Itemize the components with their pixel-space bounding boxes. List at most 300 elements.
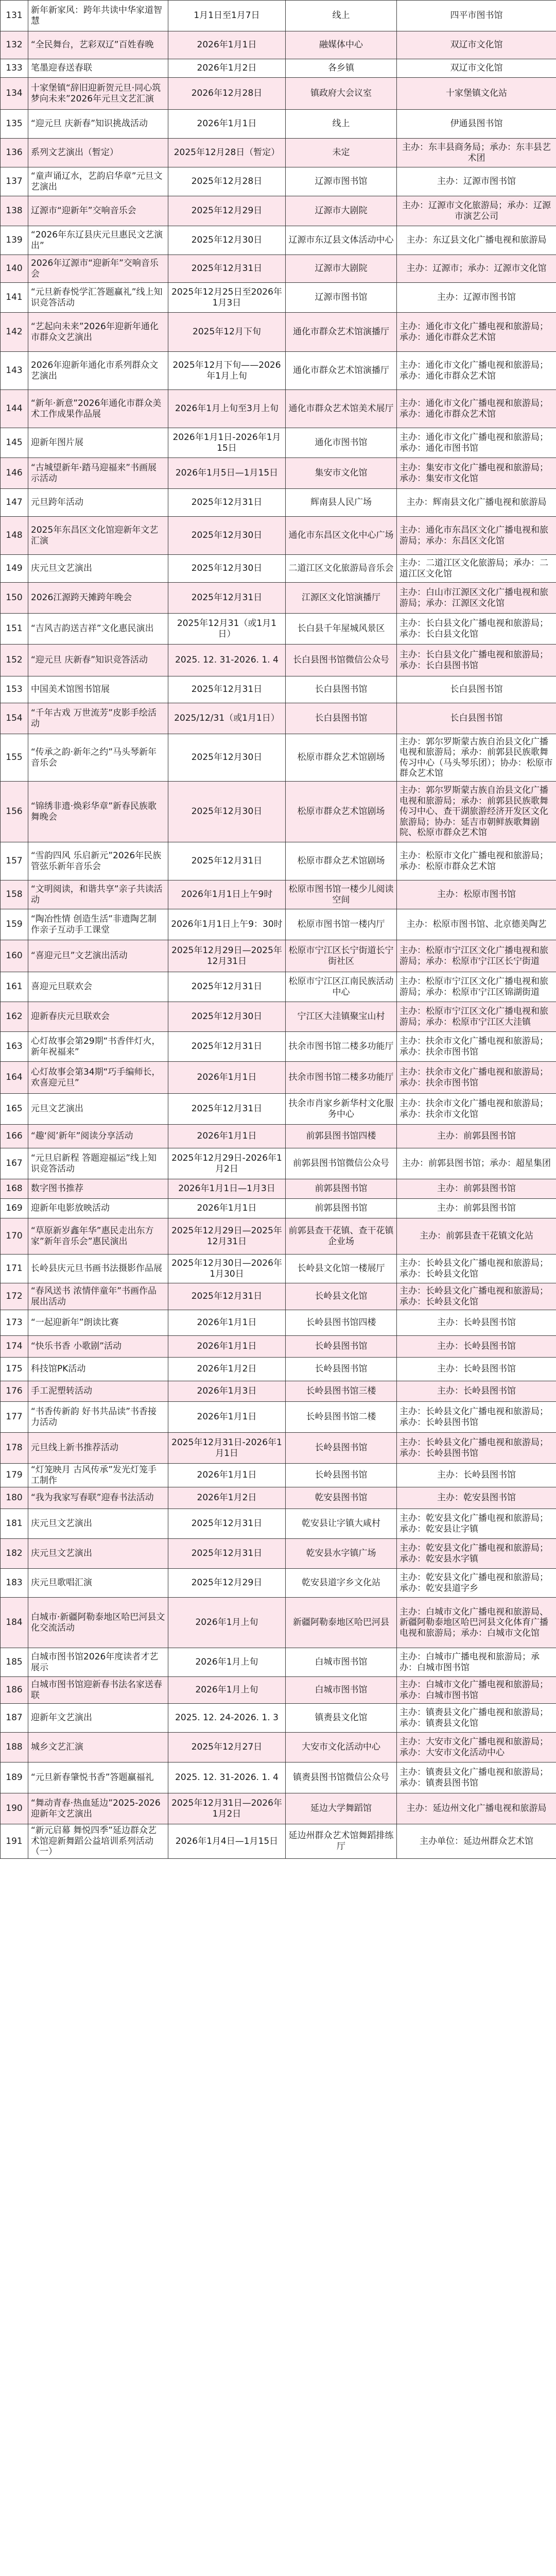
event-name: 2025年东昌区文化馆迎新年文艺汇演	[28, 517, 168, 555]
event-venue: 通化市群众艺术馆演播厅	[286, 352, 397, 390]
table-row	[1, 1062, 556, 1094]
event-date: 2025年12月29日	[168, 1569, 286, 1598]
event-venue: 前郭县查干花镇、查干花镇企业场	[286, 1218, 397, 1255]
event-date: 2025年12月25日至2026年1月3日	[168, 283, 286, 313]
event-venue: 宁江区大洼镇聚宝山村	[286, 1002, 397, 1032]
event-date: 2025年12月下旬——2026年1月上旬	[168, 352, 286, 390]
event-organizer: 主办：松原市宁江区文化广播电视和旅游局；承办：松原市宁江区锦湖街道	[397, 972, 556, 1002]
table-row	[1, 583, 556, 614]
table-row	[1, 1336, 556, 1358]
table-row	[1, 1179, 556, 1199]
event-venue: 镇赉县图书馆微信公众号	[286, 1762, 397, 1793]
row-number: 133	[1, 59, 28, 78]
event-venue: 延边州群众艺术馆舞蹈排练厅	[286, 1824, 397, 1859]
table-row	[1, 352, 556, 390]
event-organizer: 主办：长岭县文化广播电视和旅游局；承办：长岭县图书馆	[397, 1433, 556, 1464]
event-date: 2026年1月2日	[168, 59, 286, 78]
event-organizer: 主办：东辽县文化广播电视和旅游局	[397, 226, 556, 255]
event-date: 2025年12月30日	[168, 1002, 286, 1032]
event-name: “古城望新年·踏马迎福来”书画展示活动	[28, 458, 168, 489]
event-date: 2026年12月28日	[168, 78, 286, 110]
row-number: 174	[1, 1336, 28, 1358]
event-organizer: 主办：镇赉县文化广播电视和旅游局；承办：镇赉县文化馆	[397, 1704, 556, 1733]
event-name: 白城市图书馆2026年度读者才艺展示	[28, 1648, 168, 1677]
event-date: 2026年1月1日上午9时	[168, 880, 286, 909]
row-number: 161	[1, 972, 28, 1002]
event-name: “我为我家写春联”迎春书法活动	[28, 1487, 168, 1509]
event-name: 庆元旦文艺演出	[28, 555, 168, 583]
table-row	[1, 59, 556, 78]
event-venue: 镇赉县文化馆	[286, 1704, 397, 1733]
event-organizer: 主办：辽源市文化旅游局；承办：辽源市演艺公司	[397, 196, 556, 226]
event-date: 2025年12月29日	[168, 196, 286, 226]
event-name: “书香传新韵 好书共品读”书香接力活动	[28, 1402, 168, 1433]
event-date: 2026年1月上旬至3月上旬	[168, 390, 286, 428]
event-organizer: 主办：长岭县文化广播电视和旅游局；承办：长岭县图书馆	[397, 1402, 556, 1433]
event-name: 庆元旦文艺演出	[28, 1509, 168, 1539]
event-organizer: 主办：长岭县图书馆	[397, 1336, 556, 1358]
table-row	[1, 517, 556, 555]
row-number: 135	[1, 110, 28, 139]
row-number: 187	[1, 1704, 28, 1733]
table-row	[1, 1283, 556, 1310]
row-number: 139	[1, 226, 28, 255]
event-date: 2025. 12. 31-2026. 1. 4	[168, 645, 286, 676]
event-venue: 松原市图书馆一楼少儿阅读空间	[286, 880, 397, 909]
row-number: 160	[1, 940, 28, 972]
event-venue: 未定	[286, 139, 397, 167]
event-organizer: 主办：松原市图书馆	[397, 880, 556, 909]
event-name: “新年·新意”2026年通化市群众美术工作成果作品展	[28, 390, 168, 428]
table-row	[1, 1433, 556, 1464]
event-organizer: 主办：白城市文化广播电视和旅游局、新疆阿勒泰地区哈巴河县文化体育广播电视和旅游局；承办：白城市文化馆	[397, 1598, 556, 1648]
row-number: 157	[1, 842, 28, 880]
row-number: 150	[1, 583, 28, 614]
table-row	[1, 1358, 556, 1381]
event-organizer: 主办：前郭县图书馆	[397, 1179, 556, 1199]
event-name: “灯笼映月 古风传承”发光灯笼手工制作	[28, 1464, 168, 1487]
event-organizer: 主办：东丰县商务局；承办：东丰县艺术团	[397, 139, 556, 167]
table-row	[1, 645, 556, 676]
event-venue: 白城市图书馆	[286, 1648, 397, 1677]
table-row	[1, 110, 556, 139]
event-name: 笔墨迎春送春联	[28, 59, 168, 78]
event-organizer: 主办：二道江区文化旅游局；承办：二道江区文化馆	[397, 555, 556, 583]
event-date: 2026年1月5日—1月15日	[168, 458, 286, 489]
event-name: 新年新家风：跨年共读中华家道智慧	[28, 1, 168, 31]
event-name: “快乐书香 小歌剧”活动	[28, 1336, 168, 1358]
table-row	[1, 676, 556, 703]
table-row	[1, 1539, 556, 1569]
row-number: 163	[1, 1032, 28, 1062]
event-venue: 前郭县图书馆微信公众号	[286, 1148, 397, 1179]
event-organizer: 主办：松原市图书馆、北京德美陶艺	[397, 909, 556, 940]
event-organizer: 主办：郭尔罗斯蒙古族自治县文化广播电视和旅游局；承办：前郭县民族歌舞传习中心（马头琴乐团）；协办：松原市群众艺术馆	[397, 734, 556, 782]
event-venue: 各乡镇	[286, 59, 397, 78]
event-venue: 前郭县图书馆	[286, 1179, 397, 1199]
event-date: 2026年1月1日上午9：30时	[168, 909, 286, 940]
event-venue: 白城市图书馆	[286, 1677, 397, 1704]
event-name: 数字图书推荐	[28, 1179, 168, 1199]
event-organizer: 主办：集安市文化广播电视和旅游局；承办：集安市文化馆	[397, 458, 556, 489]
table-row	[1, 880, 556, 909]
event-name: “千年古戏 万世流芳”皮影手绘活动	[28, 703, 168, 734]
table-row	[1, 1677, 556, 1704]
table-row	[1, 390, 556, 428]
event-name: 心灯故事会第34期“巧手编师长，欢喜迎元旦”	[28, 1062, 168, 1094]
row-number: 146	[1, 458, 28, 489]
event-organizer: 主办单位：延边州群众艺术馆	[397, 1824, 556, 1859]
table-row	[1, 1218, 556, 1255]
event-venue: 辉南县人民广场	[286, 489, 397, 517]
row-number: 140	[1, 255, 28, 283]
event-venue: 辽源市图书馆	[286, 283, 397, 313]
row-number: 171	[1, 1255, 28, 1283]
event-name: “童声诵辽水，艺韵启华章”元旦文艺演出	[28, 167, 168, 196]
event-organizer: 主办：通化市东昌区文化广播电视和旅游局；承办：东昌区文化馆	[397, 517, 556, 555]
table-row	[1, 1509, 556, 1539]
event-name: “全民舞台，艺彩双辽”百姓春晚	[28, 31, 168, 59]
event-venue: 乾安县道字乡文化站	[286, 1569, 397, 1598]
event-venue: 扶余市肖家乡新华村文化服务中心	[286, 1094, 397, 1125]
event-venue: 松原市群众艺术馆剧场	[286, 782, 397, 842]
event-name: “新元启幕 舞悦四季”延边群众艺术馆迎新舞蹈公益培训系列活动（一）	[28, 1824, 168, 1859]
event-name: “2026年东辽县庆元旦惠民文艺演出”	[28, 226, 168, 255]
event-name: “迎元旦 庆新春”知识竞答活动	[28, 645, 168, 676]
event-organizer: 主办：长白县文化广播电视和旅游局；承办：长白县文化馆	[397, 614, 556, 645]
event-organizer: 主办：松原市文化广播电视和旅游局；承办：松原市群众艺术馆	[397, 842, 556, 880]
event-venue: 乾安县图书馆	[286, 1487, 397, 1509]
table-row	[1, 703, 556, 734]
table-row	[1, 909, 556, 940]
event-organizer: 主办：扶余市文化广播电视和旅游局；承办：扶余市图书馆	[397, 1032, 556, 1062]
event-date: 2025/12/31（或1月1日）	[168, 703, 286, 734]
table-row	[1, 1148, 556, 1179]
row-number: 175	[1, 1358, 28, 1381]
event-organizer: 主办：通化市文化广播电视和旅游局；承办：通化市群众艺术馆	[397, 390, 556, 428]
event-venue: 长白县图书馆微信公众号	[286, 645, 397, 676]
row-number: 164	[1, 1062, 28, 1094]
event-date: 2026年1月1日	[168, 110, 286, 139]
event-venue: 乾安县水字镇广场	[286, 1539, 397, 1569]
table-row	[1, 428, 556, 458]
event-venue: 乾安县让字镇大咸村	[286, 1509, 397, 1539]
row-number: 156	[1, 782, 28, 842]
row-number: 159	[1, 909, 28, 940]
event-name: 手工泥塑转活动	[28, 1381, 168, 1402]
event-venue: 通化市群众艺术馆演播厅	[286, 313, 397, 352]
event-name: 喜迎元旦联欢会	[28, 972, 168, 1002]
event-venue: 松原市群众艺术馆剧场	[286, 842, 397, 880]
event-date: 2025年12月30日	[168, 782, 286, 842]
event-organizer: 长白县图书馆	[397, 703, 556, 734]
table-row	[1, 1, 556, 31]
table-row	[1, 1733, 556, 1762]
event-date: 2025年12月31日	[168, 676, 286, 703]
event-name: “锦绣非遗·焕彩华章”新春民族歌舞晚会	[28, 782, 168, 842]
event-venue: 镇政府大会议室	[286, 78, 397, 110]
event-venue: 通化市群众艺术馆美术展厅	[286, 390, 397, 428]
row-number: 132	[1, 31, 28, 59]
event-date: 2025年12月31（或1月1日）	[168, 614, 286, 645]
event-organizer: 主办：长岭县图书馆	[397, 1464, 556, 1487]
table-row	[1, 555, 556, 583]
event-date: 1月1日至1月7日	[168, 1, 286, 31]
row-number: 176	[1, 1381, 28, 1402]
event-name: “文明阅读，和谐共享”亲子共读活动	[28, 880, 168, 909]
event-organizer: 主办：长白县文化广播电视和旅游局；承办：长白县图书馆	[397, 645, 556, 676]
event-name: 2026年辽源市“迎新年”交响音乐会	[28, 255, 168, 283]
event-venue: 长白县图书馆	[286, 703, 397, 734]
table-row	[1, 1824, 556, 1859]
row-number: 186	[1, 1677, 28, 1704]
row-number: 167	[1, 1148, 28, 1179]
event-name: 白城市·新疆阿勒泰地区哈巴河县文化交流活动	[28, 1598, 168, 1648]
row-number: 137	[1, 167, 28, 196]
row-number: 154	[1, 703, 28, 734]
event-date: 2025年12月31日—2026年1月2日	[168, 1793, 286, 1824]
event-date: 2025年12月29日—2025年12月31日	[168, 940, 286, 972]
event-date: 2025年12月31日	[168, 1539, 286, 1569]
event-venue: 扶余市图书馆二楼多功能厅	[286, 1032, 397, 1062]
event-venue: 长岭县图书馆三楼	[286, 1381, 397, 1402]
event-organizer: 主办：乾安县文化广播电视和旅游局；承办：乾安县道字乡	[397, 1569, 556, 1598]
event-date: 2025年12月30日	[168, 226, 286, 255]
event-date: 2026年1月上旬	[168, 1677, 286, 1704]
event-name: 2026年迎新年通化市系列群众文艺演出	[28, 352, 168, 390]
row-number: 177	[1, 1402, 28, 1433]
event-venue: 长岭县图书馆	[286, 1358, 397, 1381]
event-organizer: 主办：通化市文化广播电视和旅游局；承办：通化市群众艺术馆	[397, 313, 556, 352]
event-organizer: 主办：长岭县文化广播电视和旅游局；承办：长岭县文化馆	[397, 1255, 556, 1283]
event-organizer: 主办：松原市宁江区文化广播电视和旅游局；承办：松原市宁江区长宁街道	[397, 940, 556, 972]
table-row	[1, 167, 556, 196]
row-number: 182	[1, 1539, 28, 1569]
event-venue: 通化市图书馆	[286, 428, 397, 458]
event-organizer: 主办：通化市文化广播电视和旅游局；承办：通化市图书馆	[397, 428, 556, 458]
row-number: 190	[1, 1793, 28, 1824]
event-organizer: 主办：松原市宁江区文化广播电视和旅游局；承办：松原市宁江区大洼镇	[397, 1002, 556, 1032]
table-row	[1, 1487, 556, 1509]
table-row	[1, 1648, 556, 1677]
event-organizer: 主办：白城市文化广播电视和旅游局；承办：白城市图书馆	[397, 1677, 556, 1704]
row-number: 180	[1, 1487, 28, 1509]
event-name: 迎新年电影放映活动	[28, 1199, 168, 1218]
event-venue: 松原市宁江区长宁街道长宁街社区	[286, 940, 397, 972]
event-name: 迎新春庆元旦联欢会	[28, 1002, 168, 1032]
event-organizer: 主办：前郭县图书馆	[397, 1199, 556, 1218]
row-number: 151	[1, 614, 28, 645]
event-table-body	[1, 1, 556, 1859]
event-organizer: 双辽市文化馆	[397, 31, 556, 59]
event-name: 迎新年文艺演出	[28, 1704, 168, 1733]
event-name: 长岭县庆元旦书画书法摄影作品展	[28, 1255, 168, 1283]
event-venue: 长岭县图书馆	[286, 1433, 397, 1464]
event-venue: 长白县千年屋城风景区	[286, 614, 397, 645]
event-name: 心灯故事会第29期“书香伴灯火，新年祝福来”	[28, 1032, 168, 1062]
event-venue: 辽源市图书馆	[286, 167, 397, 196]
event-organizer: 主办：乾安县文化广播电视和旅游局；承办：乾安县让字镇	[397, 1509, 556, 1539]
table-row	[1, 196, 556, 226]
event-date: 2026年1月1日	[168, 1199, 286, 1218]
row-number: 179	[1, 1464, 28, 1487]
row-number: 191	[1, 1824, 28, 1859]
row-number: 142	[1, 313, 28, 352]
event-venue: 新疆阿勒泰地区哈巴河县	[286, 1598, 397, 1648]
event-venue: 延边大学舞蹈馆	[286, 1793, 397, 1824]
event-name: 元旦跨年活动	[28, 489, 168, 517]
event-organizer: 主办：乾安县图书馆	[397, 1487, 556, 1509]
row-number: 172	[1, 1283, 28, 1310]
event-date: 2025年12月下旬	[168, 313, 286, 352]
event-venue: 长岭县图书馆二楼	[286, 1402, 397, 1433]
table-row	[1, 255, 556, 283]
event-date: 2026年1月1日	[168, 1125, 286, 1148]
row-number: 184	[1, 1598, 28, 1648]
row-number: 152	[1, 645, 28, 676]
event-date: 2026年1月1日-2026年1月15日	[168, 428, 286, 458]
event-date: 2025年12月31日	[168, 972, 286, 1002]
event-venue: 二道江区文化旅游局音乐会	[286, 555, 397, 583]
event-name: 十家堡镇“辞旧迎新贺元旦·同心筑梦向未来”2026年元旦文艺汇演	[28, 78, 168, 110]
event-date: 2026年1月1日	[168, 1310, 286, 1336]
event-date: 2025年12月29日-2026年1月2日	[168, 1148, 286, 1179]
event-name: “传承之韵·新年之约”马头琴新年音乐会	[28, 734, 168, 782]
event-venue: 前郭县图书馆	[286, 1199, 397, 1218]
table-row	[1, 1598, 556, 1648]
event-date: 2025年12月28日（暂定）	[168, 139, 286, 167]
table-row	[1, 842, 556, 880]
event-organizer: 主办：长岭县图书馆	[397, 1310, 556, 1336]
event-name: 迎新年图片展	[28, 428, 168, 458]
row-number: 155	[1, 734, 28, 782]
event-name: “雪韵四风 乐启新元”2026年民族管弦乐新年音乐会	[28, 842, 168, 880]
row-number: 144	[1, 390, 28, 428]
event-name: “元旦启新程 答题迎福运”线上知识竞答活动	[28, 1148, 168, 1179]
event-name: “吉风吉韵送吉祥”文化惠民演出	[28, 614, 168, 645]
event-organizer: 主办：辉南县文化广播电视和旅游局	[397, 489, 556, 517]
event-name: 白城市图书馆迎新春书法名家送春联	[28, 1677, 168, 1704]
event-organizer: 主办：扶余市文化广播电视和旅游局；承办：扶余市文化馆	[397, 1094, 556, 1125]
event-name: “一起迎新年”朗读比赛	[28, 1310, 168, 1336]
event-date: 2026年1月2日	[168, 1358, 286, 1381]
table-row	[1, 1402, 556, 1433]
event-venue: 长岭县图书馆	[286, 1464, 397, 1487]
event-venue: 集安市文化馆	[286, 458, 397, 489]
table-row	[1, 1793, 556, 1824]
table-row	[1, 734, 556, 782]
table-row	[1, 489, 556, 517]
event-name: 庆元旦文艺演出	[28, 1539, 168, 1569]
table-row	[1, 226, 556, 255]
event-date: 2026年1月上旬	[168, 1598, 286, 1648]
table-row	[1, 614, 556, 645]
table-row	[1, 458, 556, 489]
row-number: 138	[1, 196, 28, 226]
table-row	[1, 31, 556, 59]
table-row	[1, 1199, 556, 1218]
row-number: 141	[1, 283, 28, 313]
table-row	[1, 1002, 556, 1032]
row-number: 170	[1, 1218, 28, 1255]
row-number: 158	[1, 880, 28, 909]
event-name: 城乡文艺汇演	[28, 1733, 168, 1762]
event-date: 2025年12月31日	[168, 583, 286, 614]
event-name: 庆元旦歌唱汇演	[28, 1569, 168, 1598]
event-organizer: 主办：前郭县图书馆；承办：超星集团	[397, 1148, 556, 1179]
event-date: 2025年12月31日	[168, 1283, 286, 1310]
event-name: “草原新岁鑫年华”惠民走出东方家”新年音乐会”惠民演出	[28, 1218, 168, 1255]
row-number: 189	[1, 1762, 28, 1793]
event-venue: 长岭县文化馆一楼展厅	[286, 1255, 397, 1283]
event-venue: 长岭县图书馆	[286, 1336, 397, 1358]
event-name: “迎元旦 庆新春”知识挑战活动	[28, 110, 168, 139]
event-date: 2025年12月31日	[168, 1032, 286, 1062]
event-date: 2025年12月31日	[168, 1509, 286, 1539]
row-number: 145	[1, 428, 28, 458]
event-date: 2026年1月2日	[168, 1487, 286, 1509]
event-date: 2025. 12. 31-2026. 1. 4	[168, 1762, 286, 1793]
event-date: 2026年1月1日	[168, 31, 286, 59]
row-number: 134	[1, 78, 28, 110]
event-date: 2025年12月28日	[168, 167, 286, 196]
event-name: 2026江源跨天摊跨年晚会	[28, 583, 168, 614]
event-name: “艺起向未来”2026年迎新年通化市群众文艺演出	[28, 313, 168, 352]
event-venue: 线上	[286, 110, 397, 139]
row-number: 178	[1, 1433, 28, 1464]
event-venue: 长岭县图书馆四楼	[286, 1310, 397, 1336]
event-name: “元旦新春肇悦书香”答题赢福礼	[28, 1762, 168, 1793]
event-organizer: 主办：长岭县文化广播电视和旅游局；承办：长岭县文化馆	[397, 1283, 556, 1310]
event-date: 2026年1月1日	[168, 1464, 286, 1487]
event-venue: 前郭县图书馆四楼	[286, 1125, 397, 1148]
table-row	[1, 313, 556, 352]
event-date: 2025年12月30日	[168, 734, 286, 782]
event-organizer: 主办：白城市广播电视和旅游局；承办：白城市图书馆	[397, 1648, 556, 1677]
event-organizer: 主办：乾安县文化广播电视和旅游局；承办：乾安县水字镇	[397, 1539, 556, 1569]
table-row	[1, 1464, 556, 1487]
row-number: 143	[1, 352, 28, 390]
row-number: 162	[1, 1002, 28, 1032]
event-venue: 线上	[286, 1, 397, 31]
event-name: 元旦文艺演出	[28, 1094, 168, 1125]
row-number: 181	[1, 1509, 28, 1539]
row-number: 165	[1, 1094, 28, 1125]
event-venue: 松原市群众艺术馆剧场	[286, 734, 397, 782]
event-organizer: 主办：大安市文化广播电视和旅游局；承办：大安市文化活动中心	[397, 1733, 556, 1762]
table-row	[1, 1381, 556, 1402]
event-date: 2026年1月1日	[168, 1402, 286, 1433]
event-name: “舞动青春·热血延边”2025-2026迎新年文艺演出	[28, 1793, 168, 1824]
event-date: 2025年12月30日—2026年1月30日	[168, 1255, 286, 1283]
row-number: 131	[1, 1, 28, 31]
event-organizer: 主办：白山市江源区文化广播电视和旅游局；承办：江源区文化馆	[397, 583, 556, 614]
row-number: 147	[1, 489, 28, 517]
row-number: 173	[1, 1310, 28, 1336]
event-organizer: 四平市图书馆	[397, 1, 556, 31]
table-row	[1, 1704, 556, 1733]
event-organizer: 主办：郭尔罗斯蒙古族自治县文化广播电视和旅游局；承办：前郭县民族歌舞传习中心、查干湖旅游经济开发区文化旅游局；协办：延吉市朝鲜族歌舞剧院、松原市群众艺术馆	[397, 782, 556, 842]
event-venue: 辽源市东辽县文体活动中心	[286, 226, 397, 255]
event-date: 2026年1月3日	[168, 1381, 286, 1402]
event-date: 2025年12月30日	[168, 517, 286, 555]
event-organizer: 主办：扶余市文化广播电视和旅游局；承办：扶余市图书馆	[397, 1062, 556, 1094]
event-venue: 大安市文化活动中心	[286, 1733, 397, 1762]
table-row	[1, 1762, 556, 1793]
event-organizer: 主办：前郭县查干花镇文化站	[397, 1218, 556, 1255]
event-venue: 松原市图书馆一楼内厅	[286, 909, 397, 940]
table-row	[1, 1255, 556, 1283]
